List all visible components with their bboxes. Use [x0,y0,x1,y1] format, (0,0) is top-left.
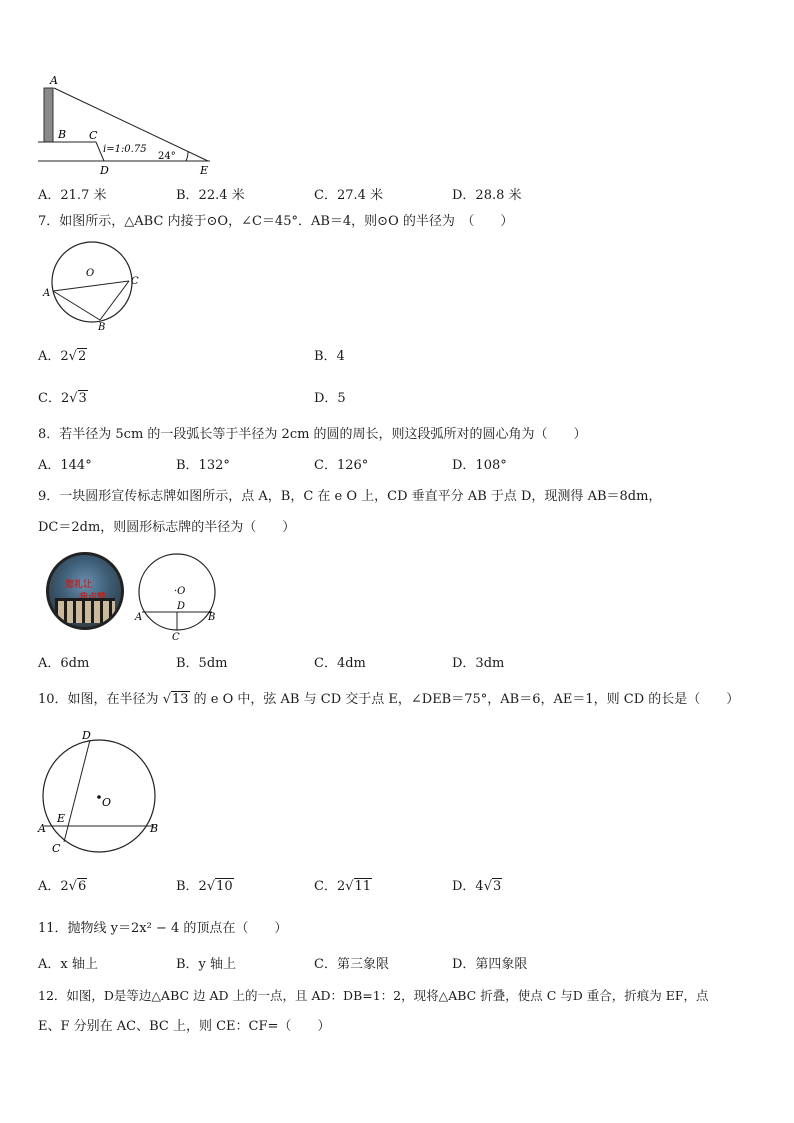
badge-text-line1: 您礼让 [65,580,93,590]
q10-label-c: C [52,842,61,855]
q7-label-o: O [86,268,95,279]
sqrt-symbol: √ [206,879,216,894]
q6-option-d: D．28.8 米 [452,188,522,203]
q10-option-c [314,879,372,895]
q11-option-b: B．y 轴上 [176,957,237,972]
sqrt-symbol: √ [69,391,78,406]
q8-option-d: D．108° [452,458,507,473]
label-a: A [50,74,58,87]
q10-stem-prefix: 10．如图，在半径为 [38,692,163,707]
q7-option-c-radicand: 3 [78,391,87,406]
label-d: D [100,164,109,177]
q8-stem: 8．若半径为 5cm 的一段弧长等于半径为 2cm 的圆的周长，则这段弧所对的圆心角为（ ） [38,427,587,442]
q8-option-c: C．126° [314,458,369,473]
q10-option-c-coef: C．2 [314,879,346,894]
q7-option-d: D．5 [314,391,346,406]
q9-option-a: A．6dm [38,656,90,671]
tower-shape [44,88,53,142]
q9-option-d: D．3dm [452,656,505,671]
q9-label-c: C [172,632,180,642]
q9-label-o: ·O [174,586,186,597]
q10-stem [38,692,739,708]
q10-circle-figure [34,726,164,858]
q9-label-b: B [208,612,216,623]
q11-option-c: C．第三象限 [314,957,389,972]
q10-stem-suffix: 的 e O 中，弦 AB 与 CD 交于点 E，∠DEB＝75°，AB＝6，AE＝1，则 CD 的长是（ ） [189,692,740,707]
q8-option-b: B．132° [176,458,230,473]
q10-label-o: O [102,796,112,809]
q7-option-a [38,349,87,365]
q7-option-c [38,391,88,407]
q7-label-b: B [98,322,106,332]
q7-option-a-radicand: 2 [77,349,87,364]
q6-option-a: A．21.7 米 [38,188,107,203]
label-b: B [58,128,67,141]
q7-label-a: A [43,288,51,299]
sqrt-symbol: √ [483,879,492,894]
q10-label-a: A [38,822,46,835]
q9-option-b: B．5dm [176,656,228,671]
q9-stem-line2: DC＝2dm，则圆形标志牌的半径为（ ） [38,520,296,535]
label-c: C [89,129,98,142]
sqrt-symbol: √ [162,692,171,707]
q10-stem-radicand: 13 [171,692,189,707]
q8-option-a: A．144° [38,458,92,473]
q10-option-d-coef: D．4 [452,879,484,894]
q7-option-c-coef: C．2 [38,391,70,406]
q10-label-b: B [150,822,159,835]
q10-option-b-coef: B．2 [176,879,207,894]
q6-option-b: B．22.4 米 [176,188,245,203]
q10-option-d [452,879,502,895]
sqrt-symbol: √ [68,879,77,894]
q11-stem: 11．抛物线 y＝2x² − 4 的顶点在（ ） [38,921,288,936]
badge-lattice [55,598,115,623]
q7-option-a-coef: A．2 [38,349,69,364]
q7-option-b: B．4 [314,349,345,364]
q9-label-a: A [135,612,143,623]
chord-cd [64,740,90,842]
q10-option-a [38,879,87,895]
q6-option-c: C．27.4 米 [314,188,384,203]
q11-option-d: D．第四象限 [452,957,528,972]
line-bc [100,281,129,320]
sign-badge-image [46,552,124,630]
q10-option-c-radicand: 11 [354,879,372,894]
slope-ratio: i=1:0.75 [103,144,147,155]
q7-stem: 7．如图所示，△ABC 内接于⊙O，∠C＝45°．AB＝4，则⊙O 的半径为 （ ） [38,214,514,229]
q10-option-a-radicand: 6 [77,879,87,894]
q10-label-d: D [82,729,91,742]
q12-stem-line2: E、F 分别在 AC、BC 上，则 CE：CF=（ ） [38,1019,331,1034]
angle-arc [186,152,188,161]
slope-figure [36,74,220,178]
q9-label-d: D [177,601,186,612]
sqrt-symbol: √ [68,349,77,364]
q9-option-c: C．4dm [314,656,366,671]
q9-stem-line1: 9．一块圆形宣传标志牌如图所示，点 A，B，C 在 e O 上，CD 垂直平分 AB 于点 D，现测得 AB＝8dm， [38,489,662,504]
q7-label-c: C [131,276,139,287]
q9-circle-figure [132,548,224,642]
q11-option-a: A．x 轴上 [38,957,98,972]
q10-option-a-coef: A．2 [38,879,69,894]
q10-option-b-radicand: 10 [216,879,233,894]
line-ac [53,281,129,291]
center-dot [97,795,101,799]
q12-stem-line1: 12．如图，D是等边△ABC 边 AD 上的一点，且 AD：DB=1：2，现将△ABC 折叠，使点 C 与D 重合，折痕为 EF，点 [38,988,709,1003]
label-e: E [200,164,209,177]
q10-option-b [176,879,234,895]
q10-label-e: E [57,812,66,825]
q10-option-d-radicand: 3 [493,879,502,894]
angle-label: 24° [158,151,176,162]
q7-circle-figure [40,238,146,332]
sqrt-symbol: √ [345,879,354,894]
